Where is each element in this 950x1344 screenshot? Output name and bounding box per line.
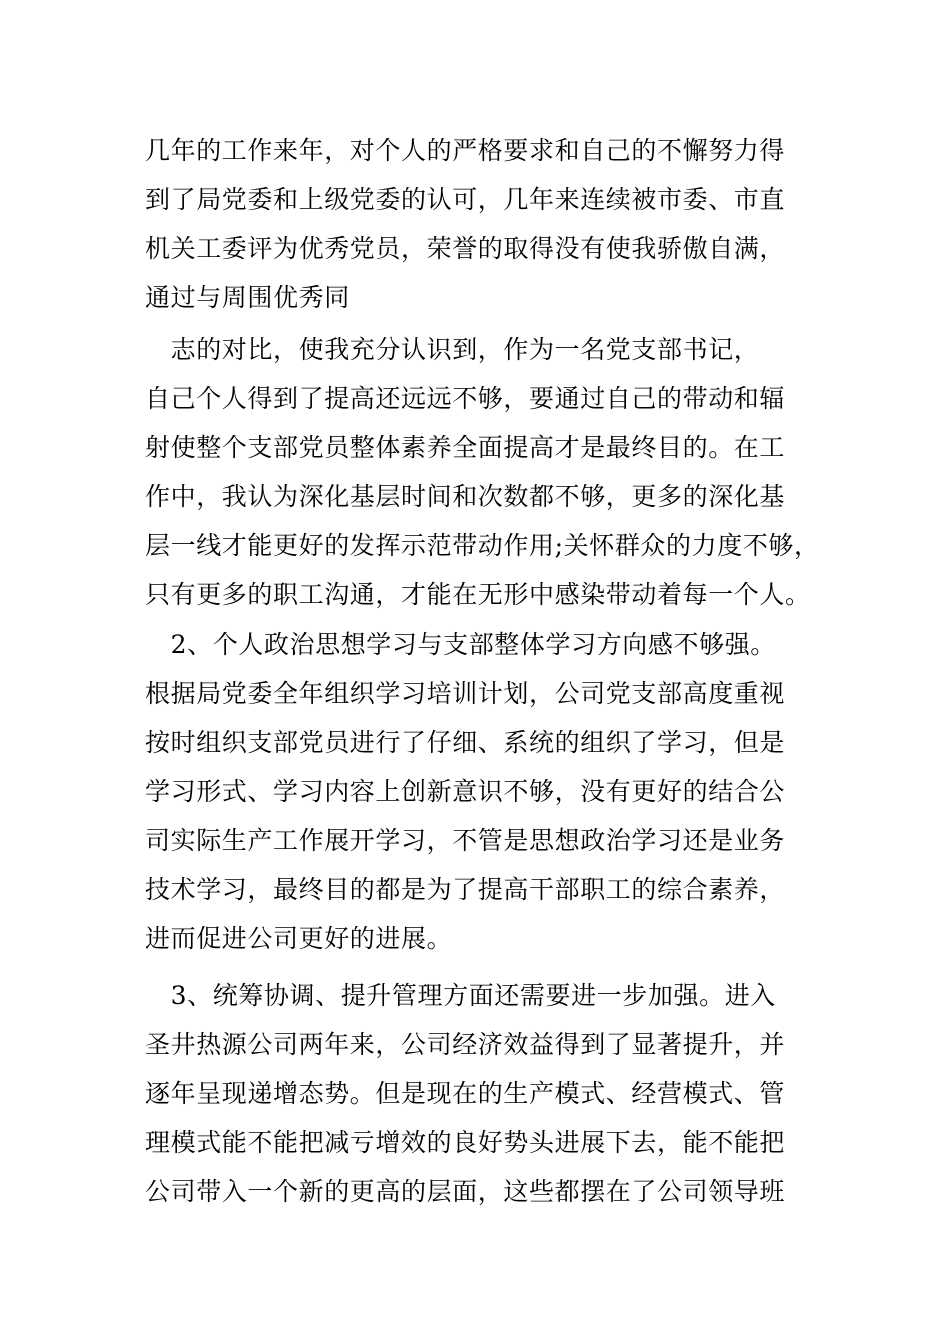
text-line: 逐年呈现递增态势。但是现在的生产模式、经营模式、管 [145,1079,786,1108]
text-line: 进而促进公司更好的进展。 [145,924,453,953]
text-line: 圣井热源公司两年来，公司经济效益得到了显著提升，并 [145,1030,786,1059]
text-line: 3、统筹协调、提升管理方面还需要进一步加强。进入 [145,981,776,1010]
text-line: 司实际生产工作展开学习，不管是思想政治学习还是业务 [145,826,786,855]
text-line: 按时组织支部党员进行了仔细、系统的组织了学习，但是 [145,728,786,757]
text-line: 2、个人政治思想学习与支部整体学习方向感不够强。 [145,630,776,659]
text-line: 公司带入一个新的更高的层面，这些都摆在了公司领导班 [145,1177,786,1206]
text-line: 学习形式、学习内容上创新意识不够，没有更好的结合公 [145,777,786,806]
text-line: 只有更多的职工沟通，才能在无形中感染带动着每一个人。 [145,580,811,609]
text-line: 射使整个支部党员整体素养全面提高才是最终目的。在工 [145,433,786,462]
text-line: 到了局党委和上级党委的认可，几年来连续被市委、市直 [145,185,786,214]
text-line: 作中，我认为深化基层时间和次数都不够，更多的深化基 [145,482,786,511]
text-line: 根据局党委全年组织学习培训计划，公司党支部高度重视 [145,679,786,708]
text-line: 层一线才能更好的发挥示范带动作用;关怀群众的力度不够， [145,531,820,560]
text-line: 机关工委评为优秀党员，荣誉的取得没有使我骄傲自满， [145,234,786,263]
text-line: 理模式能不能把减亏增效的良好势头进展下去，能不能把 [145,1128,786,1157]
text-line: 志的对比，使我充分认识到，作为一名党支部书记， [145,335,760,364]
text-line: 通过与周围优秀同 [145,283,350,312]
text-line: 几年的工作来年，对个人的严格要求和自己的不懈努力得 [145,136,786,165]
text-line: 技术学习，最终目的都是为了提高干部职工的综合素养， [145,875,786,904]
text-line: 自己个人得到了提高还远远不够，要通过自己的带动和辐 [145,384,786,413]
